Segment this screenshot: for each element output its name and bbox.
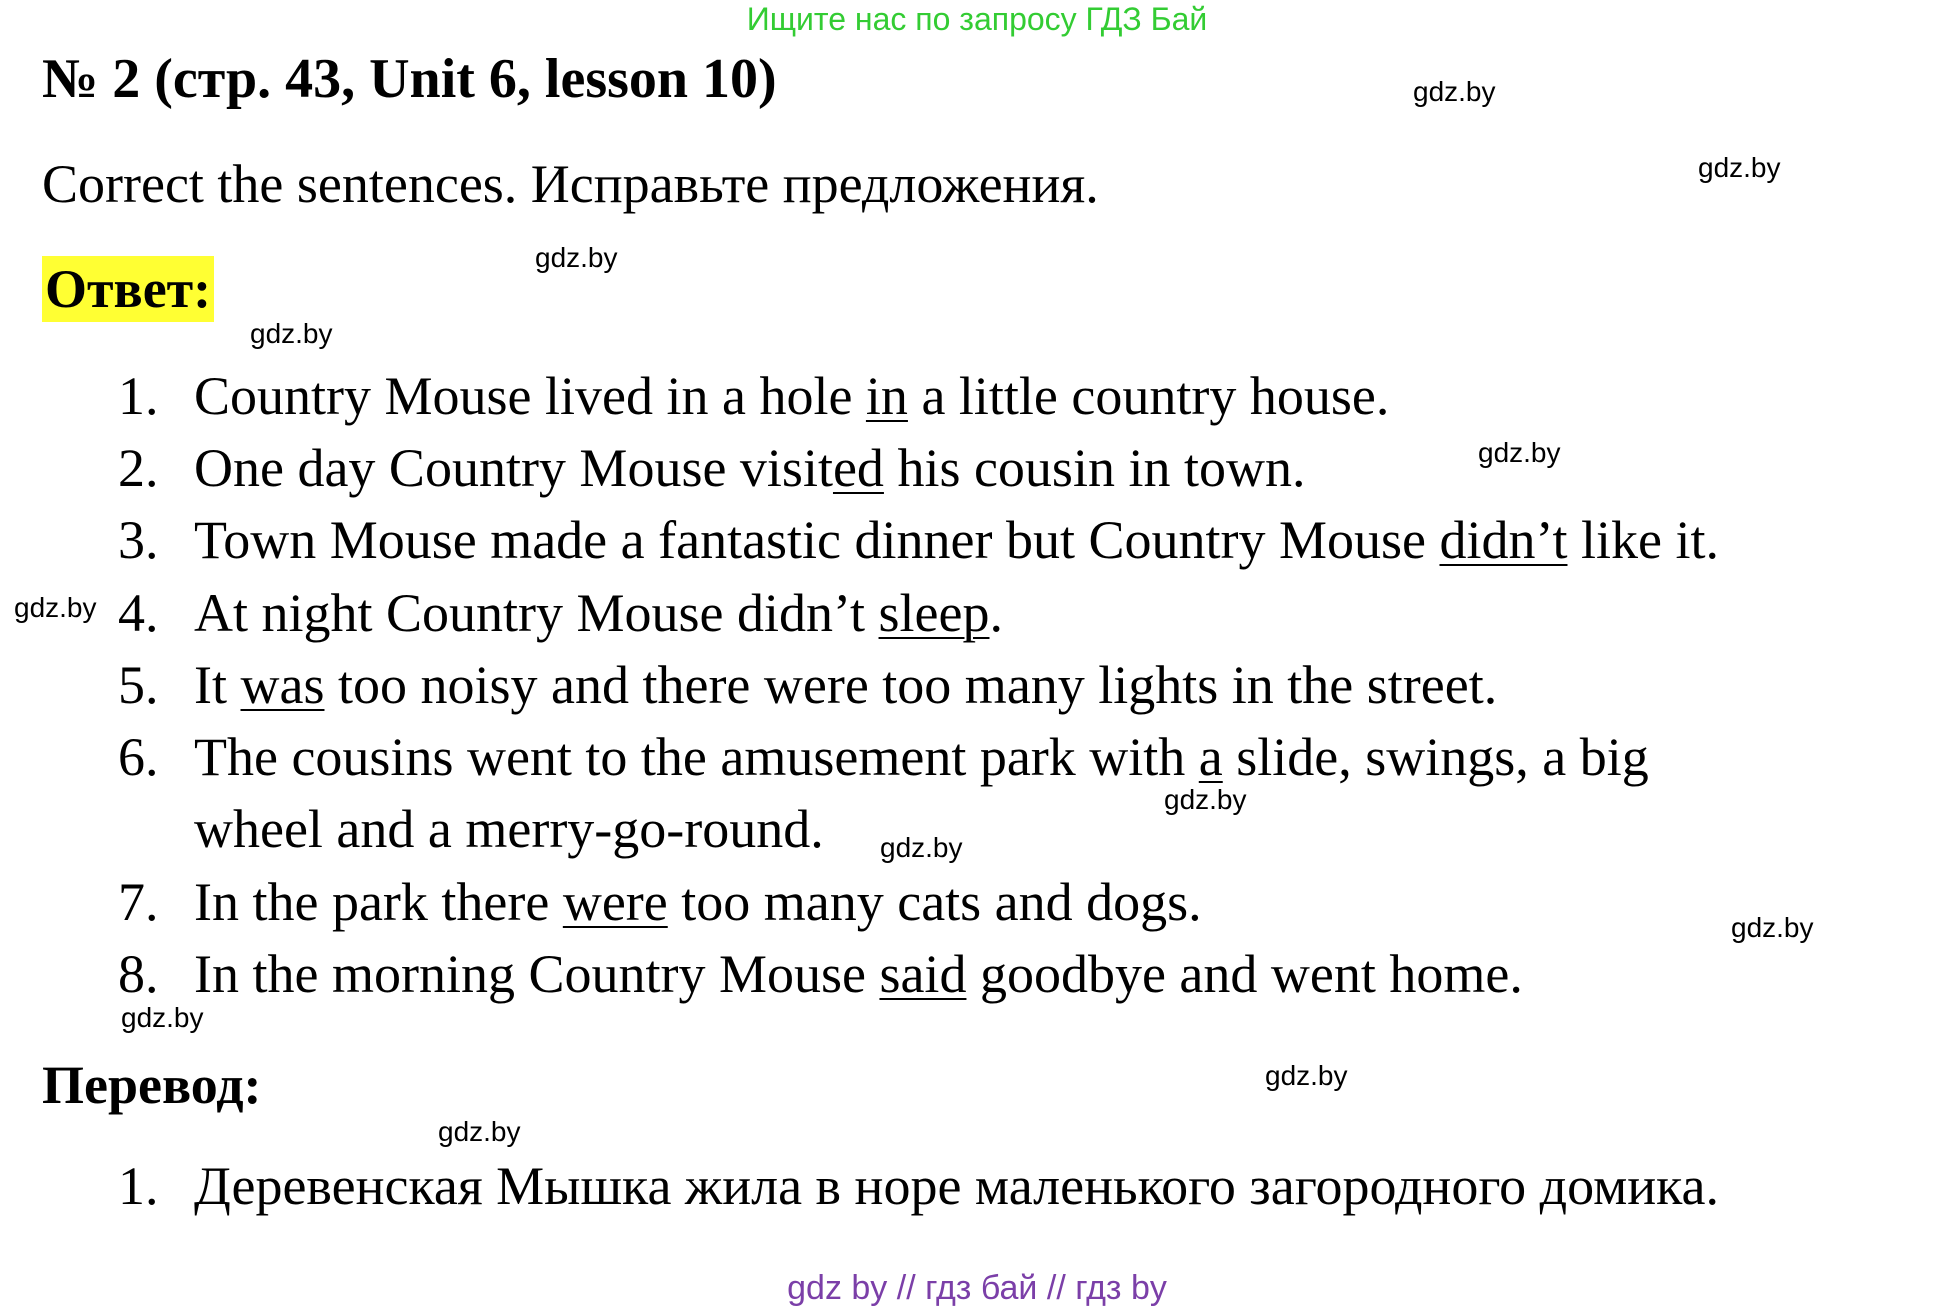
watermark: gdz.by (1164, 784, 1247, 815)
watermark: gdz.by (121, 1002, 204, 1033)
exercise-instruction: Correct the sentences. Исправьте предложения. (42, 154, 1099, 214)
watermark: gdz.by (880, 832, 963, 863)
corrected-word: didn’t (1439, 510, 1568, 570)
translation-label: Перевод: (42, 1055, 262, 1115)
answer-number: 6. (118, 727, 159, 787)
footer-watermark: gdz by // гдз бай // гдз by (787, 1269, 1167, 1307)
corrected-word: sleep (878, 583, 990, 643)
watermark: gdz.by (438, 1116, 521, 1147)
answer-number: 8. (118, 944, 159, 1004)
corrected-word: a (1198, 727, 1223, 787)
answer-text: Country Mouse lived in a hole in a little country house. (194, 366, 1390, 426)
answer-text: In the morning Country Mouse said goodbye and went home. (194, 944, 1523, 1004)
search-banner: Ищите нас по запросу ГДЗ Бай (746, 1, 1208, 37)
answer-number: 2. (118, 438, 159, 498)
corrected-word: in (865, 366, 908, 426)
answer-number: 4. (118, 583, 159, 643)
corrected-word: said (879, 944, 967, 1004)
corrected-word: were (562, 872, 668, 932)
watermark: gdz.by (535, 242, 618, 273)
answer-text: In the park there were too many cats and dogs. (194, 872, 1202, 932)
translation-number: 1. (118, 1156, 159, 1216)
answer-number: 1. (118, 366, 159, 426)
answer-text: The cousins went to the amusement park with a slide, swings, a big (194, 727, 1649, 787)
answer-number: 3. (118, 510, 159, 570)
corrected-word: was (240, 655, 325, 715)
answer-text: At night Country Mouse didn’t sleep. (194, 583, 1003, 643)
answer-text: One day Country Mouse visited his cousin in town. (194, 438, 1306, 498)
watermark: gdz.by (1731, 912, 1814, 943)
corrected-word: ed (832, 438, 884, 498)
answer-number: 7. (118, 872, 159, 932)
watermark: gdz.by (1478, 437, 1561, 468)
watermark: gdz.by (1265, 1060, 1348, 1091)
answer-text: Town Mouse made a fantastic dinner but Country Mouse didn’t like it. (194, 510, 1719, 570)
answer-label: Ответ: (42, 256, 214, 322)
answer-number: 5. (118, 655, 159, 715)
answer-text: wheel and a merry-go-round. (194, 799, 824, 859)
watermark: gdz.by (1698, 152, 1781, 183)
exercise-title: № 2 (стр. 43, Unit 6, lesson 10) (42, 48, 777, 110)
watermark: gdz.by (250, 318, 333, 349)
watermark: gdz.by (14, 592, 97, 623)
translation-text: Деревенская Мышка жила в норе маленького загородного домика. (194, 1156, 1720, 1216)
watermark: gdz.by (1413, 76, 1496, 107)
answer-text: It was too noisy and there were too many lights in the street. (194, 655, 1498, 715)
